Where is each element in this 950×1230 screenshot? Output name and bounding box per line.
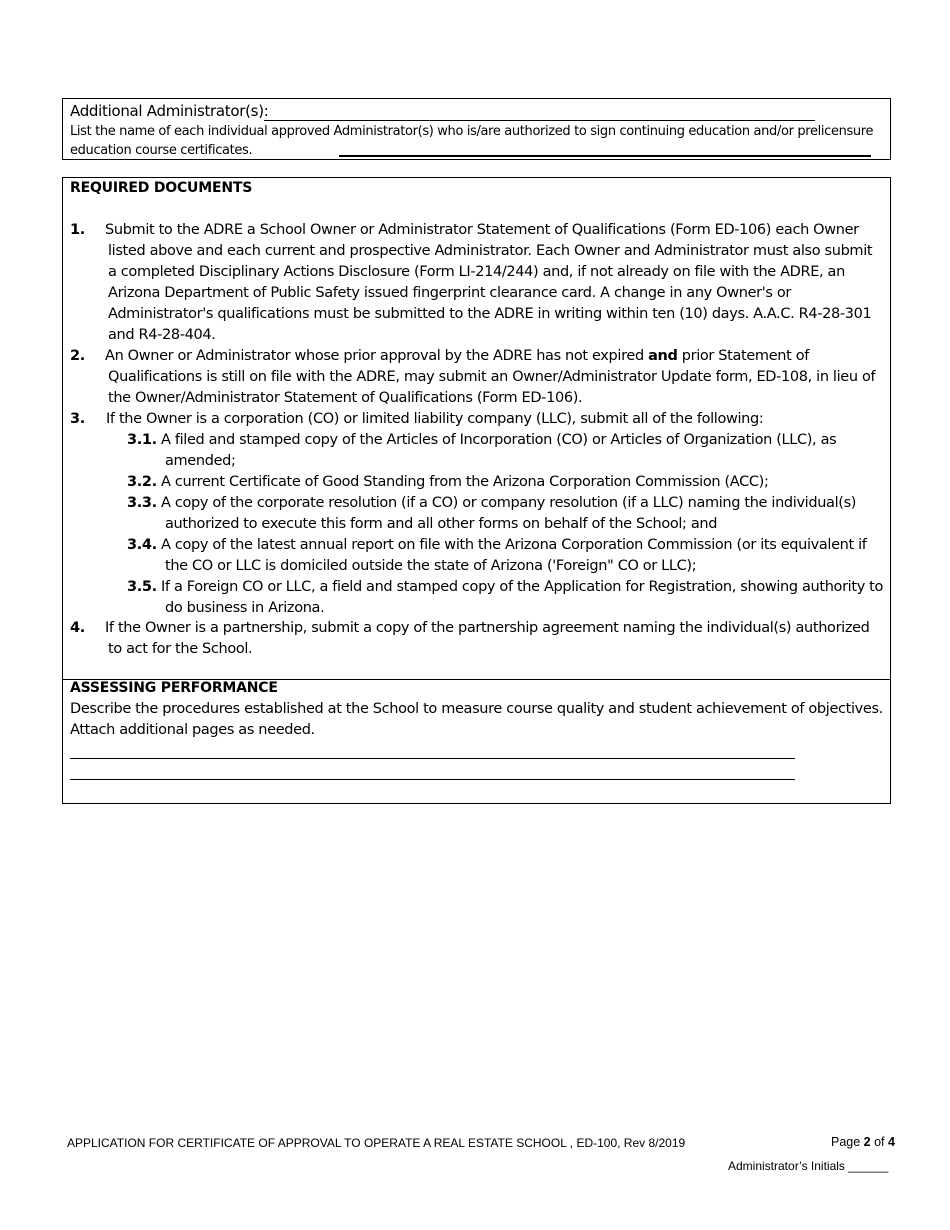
item-text: A copy of the latest annual report on file with the Arizona Corporation Commission (or its equivalent if the CO or LLC is domiciled outside the state of Arizona ('Foreign" CO or LLC); — [161, 537, 867, 574]
item-text: A filed and stamped copy of the Articles of Incorporation (CO) or Articles of Organization (LLC), as amended; — [161, 432, 837, 469]
administrator-initials-field[interactable]: Administrator’s Initials ______ — [728, 1159, 889, 1173]
item-number: 3.5. — [127, 579, 157, 595]
assessing-performance-answer-line[interactable] — [70, 779, 795, 780]
required-documents-section — [62, 177, 891, 804]
item-number: 4. — [70, 620, 85, 636]
additional-administrators-section — [62, 98, 891, 160]
item-emphasis: and — [648, 348, 678, 364]
item-text: Submit to the ADRE a School Owner or Administrator Statement of Qualifications (Form ED-106) each Owner listed above and each current and prospective Administrator. Each Owner and Administrator must also submit a completed Disciplinary Actions Disclosure (Form LI-214/244) and, if not already on file with the ADRE, an Arizona Department of Public Safety issued fingerprint clearance card. A change in any Owner's or Administrator's qualifications must be submitted to the ADRE in writing within ten (10) days. A.A.C. R4-28-301 and R4-28-404. — [105, 222, 873, 343]
item-number: 3. — [70, 411, 85, 427]
additional-administrators-names-field[interactable] — [339, 155, 871, 157]
item-number: 3.3. — [127, 495, 157, 511]
item-text: If a Foreign CO or LLC, a field and stamped copy of the Application for Registration, showing authority to do business in Arizona. — [161, 579, 884, 616]
item-number: 3.1. — [127, 432, 157, 448]
additional-administrators-description: List the name of each individual approved Administrator(s) who is/are authorized to sign continuing education and/or prelicensure education course certificates. — [70, 124, 874, 158]
item-text: If the Owner is a corporation (CO) or limited liability company (LLC), submit all of the following: — [106, 411, 764, 427]
item-number: 3.4. — [127, 537, 157, 553]
page-number: Page 2 of 4 — [831, 1135, 895, 1149]
additional-administrators-field[interactable] — [264, 120, 815, 121]
assessing-performance-answer-line[interactable] — [70, 758, 795, 759]
item-text: An Owner or Administrator whose prior approval by the ADRE has not expired and prior Statement of Qualifications is still on file with the ADRE, may submit an Owner/Administrator Update form, ED-108, in lieu of the Owner/Administrator Statement of Qualifications (Form ED-106). — [105, 348, 876, 406]
item-text: A current Certificate of Good Standing from the Arizona Corporation Commission (ACC); — [161, 474, 769, 490]
item-number: 2. — [70, 348, 85, 364]
assessing-performance-description: Describe the procedures established at the School to measure course quality and student achievement of objectives. Attach additional pages as needed. — [70, 701, 883, 738]
form-title-footer: APPLICATION FOR CERTIFICATE OF APPROVAL TO OPERATE A REAL ESTATE SCHOOL , ED-100, Rev 8/2019 — [67, 1136, 686, 1150]
item-number: 3.2. — [127, 474, 157, 490]
additional-administrators-label: Additional Administrator(s): — [70, 102, 269, 120]
item-text: If the Owner is a partnership, submit a copy of the partnership agreement naming the individual(s) authorized to act for the School. — [105, 620, 870, 657]
total-pages: 4 — [888, 1135, 895, 1149]
required-documents-heading: REQUIRED DOCUMENTS — [70, 180, 253, 196]
current-page: 2 — [863, 1135, 871, 1149]
item-number: 1. — [70, 222, 85, 238]
item-text: A copy of the corporate resolution (if a CO) or company resolution (if a LLC) naming the individual(s) authorized to execute this form and all other forms on behalf of the School; and — [161, 495, 857, 532]
assessing-performance-heading: ASSESSING PERFORMANCE — [70, 680, 278, 696]
